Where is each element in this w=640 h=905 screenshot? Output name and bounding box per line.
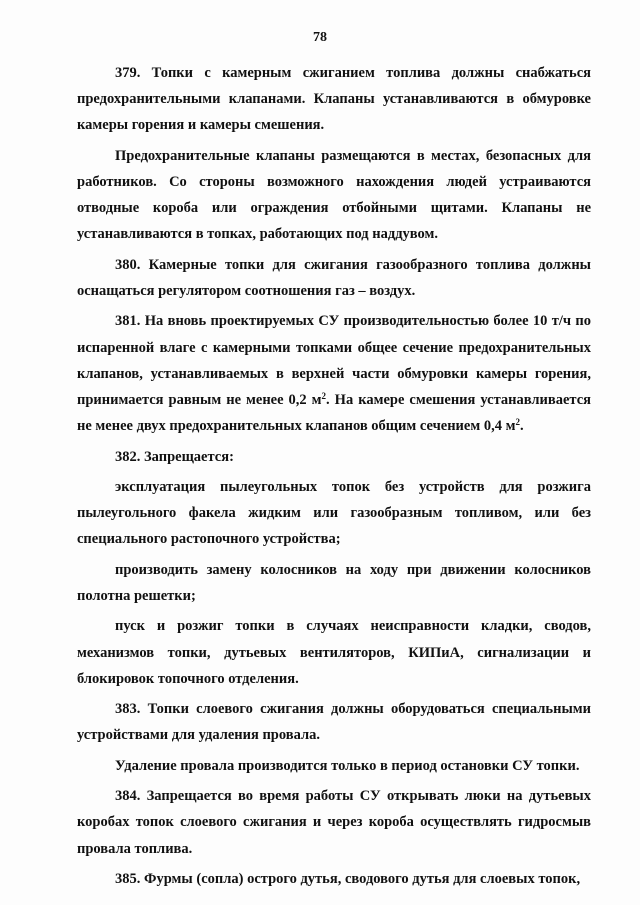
paragraph-381-part-1: 381. На вновь проектируемых СУ производительностью более 10 т/ч по испаренной влаге с камерными топками общее сечение предохранительных клапанов, устанавливаемых в верхней части обмуровки камеры горения, принимается равным не менее 0,2 м [77, 313, 591, 408]
paragraph-382-item-1: эксплуатация пылеугольных топок без устройств для розжига пылеугольного факела жидким или газообразным топливом, или без специального растопочного устройства; [77, 478, 591, 548]
paragraph-384: 384. Запрещается во время работы СУ открывать люки на дутьевых коробах топок слоевого сжигания и через короба осуществлять гидросмыв провала топлива. [77, 788, 591, 857]
document-body [77, 60, 591, 892]
paragraph-383: 383. Топки слоевого сжигания должны оборудоваться специальными устройствами для удаления провала. [77, 701, 591, 744]
paragraph-382-item-3: пуск и розжиг топки в случаях неисправности кладки, сводов, механизмов топки, дутьевых вентиляторов, КИПиА, сигнализации и блокировок топочного отделения. [77, 618, 591, 687]
superscript-square-1: 2 [321, 391, 327, 402]
paragraph-381-end: . [519, 418, 524, 435]
page-number: 78 [313, 30, 327, 45]
paragraph-380: 380. Камерные топки для сжигания газообразного топлива должны оснащаться регулятором соотношения газ – воздух. [77, 256, 591, 299]
superscript-square-2: 2 [515, 417, 520, 428]
paragraph-382-item-2: производить замену колосников на ходу при движении колосников полотна решетки; [77, 561, 591, 604]
paragraph-381-part-2: . На камере смешения устанавливается не менее двух предохранительных клапанов общим сечением 0,4 м [77, 392, 591, 435]
paragraph-385: 385. Фурмы (сопла) острого дутья, сводового дутья для слоевых топок, [115, 870, 581, 887]
paragraph-383-removal: Удаление провала производится только в период остановки СУ топки. [115, 757, 580, 774]
paragraph-379: 379. Топки с камерным сжиганием топлива должны снабжаться предохранительными клапанами. Клапаны устанавливаются в обмуровке камеры горения и камеры смешения. [77, 65, 591, 134]
paragraph-382: 382. Запрещается: [115, 448, 234, 465]
paragraph-381 [77, 308, 591, 439]
paragraph-379-valves-placement: Предохранительные клапаны размещаются в местах, безопасных для работников. Со стороны возможного нахождения людей устраиваются отводные короба или ограждения отбойными щитами. Клапаны не устанавливаются в топках, работающих под наддувом. [77, 147, 591, 243]
